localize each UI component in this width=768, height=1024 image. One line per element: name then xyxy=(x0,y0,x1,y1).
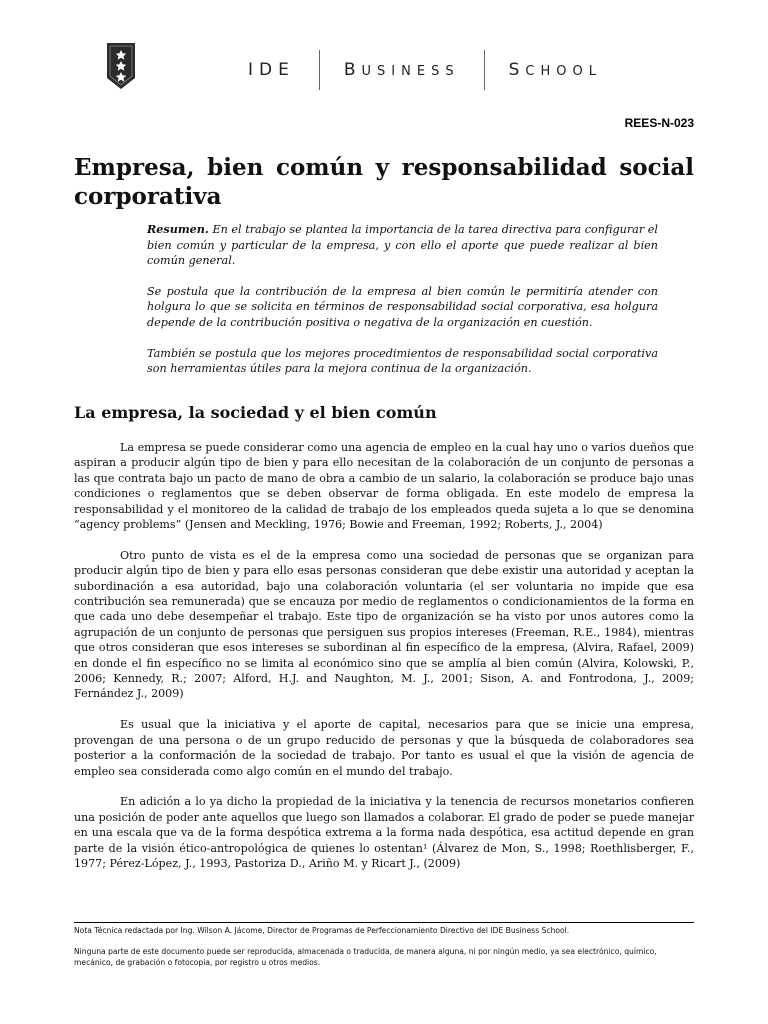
body-text xyxy=(74,440,694,887)
abstract-paragraph: También se postula que los mejores procedimientos de responsabilidad social corporativa son herramientas útiles para la mejora continua de la organización. xyxy=(147,346,658,376)
page-header xyxy=(100,40,668,96)
wordmark-school: SCHOOL xyxy=(508,60,602,80)
body-paragraph: En adición a lo ya dicho la propiedad de la iniciativa y la tenencia de recursos monetarios confieren una posición de poder ante aquellos que luego son llamados a colaborar. El grado de poder se puede manejar en una escala que va de la forma despótica extrema a la forma nada despótica, esa actitud depende en gran parte de la visión ético-antropológica de quienes lo ostentan¹ (Álvarez de Mon, S., 1998; Roethlisberger, F., 1977; Pérez-López, J., 1993, Pastoriza D., Ariño M. y Ricart J., (2009) xyxy=(74,795,694,870)
author-note: Nota Técnica redactada por Ing. Wilson A. Jácome, Director de Programas de Perfeccionamiento Directivo del IDE Business School. xyxy=(74,926,570,935)
abstract-paragraph: Resumen. En el trabajo se plantea la importancia de la tarea directiva para configurar el bien común y particular de la empresa, y con ello el aporte que puede realizar al bien común general. xyxy=(147,222,658,268)
wordmark-ide: IDE xyxy=(248,60,295,80)
abstract xyxy=(147,222,658,392)
document-code: REES-N-023 xyxy=(624,116,694,130)
wordmark-business: BUSINESS xyxy=(343,60,460,80)
body-paragraph: La empresa se puede considerar como una agencia de empleo en la cual hay uno o varios dueños que aspiran a producir algún tipo de bien y para ello necesitan de la colaboración de un conjunto de personas a las que contrata bajo un pacto de mano de obra a cambio de un salario, la colaboración se produce bajo unas condiciones o reglamentos que se deben observar de forma obligada. En este modelo de empresa la responsabilidad y el monitoreo de la calidad de trabajo de los empleados queda sujeta a lo que se denomina “agency problems” (Jensen and Meckling, 1976; Bowie and Freeman, 1992; Roberts, J., 2004) xyxy=(74,441,694,532)
section-heading: La empresa, la sociedad y el bien común xyxy=(74,403,437,422)
body-paragraph: Otro punto de vista es el de la empresa como una sociedad de personas que se organizan para producir algún tipo de bien y para ello esas personas consideran que debe existir una autoridad y aceptan la subordinación a esa autoridad, bajo una colaboración voluntaria (el ser voluntaria no impide que esa contribución sea remunerada) que se encauza por medio de reglamentos o condicionamientos de la forma en que cada uno debe desempeñar el trabajo. Este tipo de organización se ha visto por unos autores como la agrupación de un conjunto de personas que persiguen sus propios intereses (Freeman, R.E., 1984), mientras que otros consideran que esos intereses se subordinan al fin específico de la empresa, (Alvira, Rafael, 2009) en donde el fin específico no se limita al económico sino que se amplía al bien común (Alvira, Kolowski, P., 2006; Kennedy, R.; 2007; Alford, H.J. and Naughton, M. J., 2001; Sison, A. and Fontrodona, J., 2009; Fernández J., 2009) xyxy=(74,548,694,701)
rights-notice: Ninguna parte de este documento puede ser reproducida, almacenada o traducida, de manera alguna, ni por ningún medio, ya sea electrónico, químico, mecánico, de grabación o fotocopia, por registro u otros medios. xyxy=(74,947,657,967)
shield-with-three-stars-icon xyxy=(106,42,136,90)
footnote-divider xyxy=(74,922,694,923)
abstract-label: Resumen. xyxy=(147,222,209,236)
body-paragraph: Es usual que la iniciativa y el aporte de capital, necesarios para que se inicie una empresa, provengan de una persona o de un grupo reducido de personas y que la búsqueda de colaboradores sea posterior a la conformación de la sociedad de trabajo. Por tanto es usual el que la visión de agencia de empleo sea considerada como algo común en el mundo del trabajo. xyxy=(74,718,694,778)
abstract-paragraph: Se postula que la contribución de la empresa al bien común le permitiría atender con holgura lo que se solicita en términos de responsabilidad social corporativa, esa holgura depende de la contribución positiva o negativa de la organización en cuestión. xyxy=(147,284,658,329)
document-title: Empresa, bien común y responsabilidad social corporativa xyxy=(74,154,694,210)
institution-wordmark xyxy=(240,50,768,90)
